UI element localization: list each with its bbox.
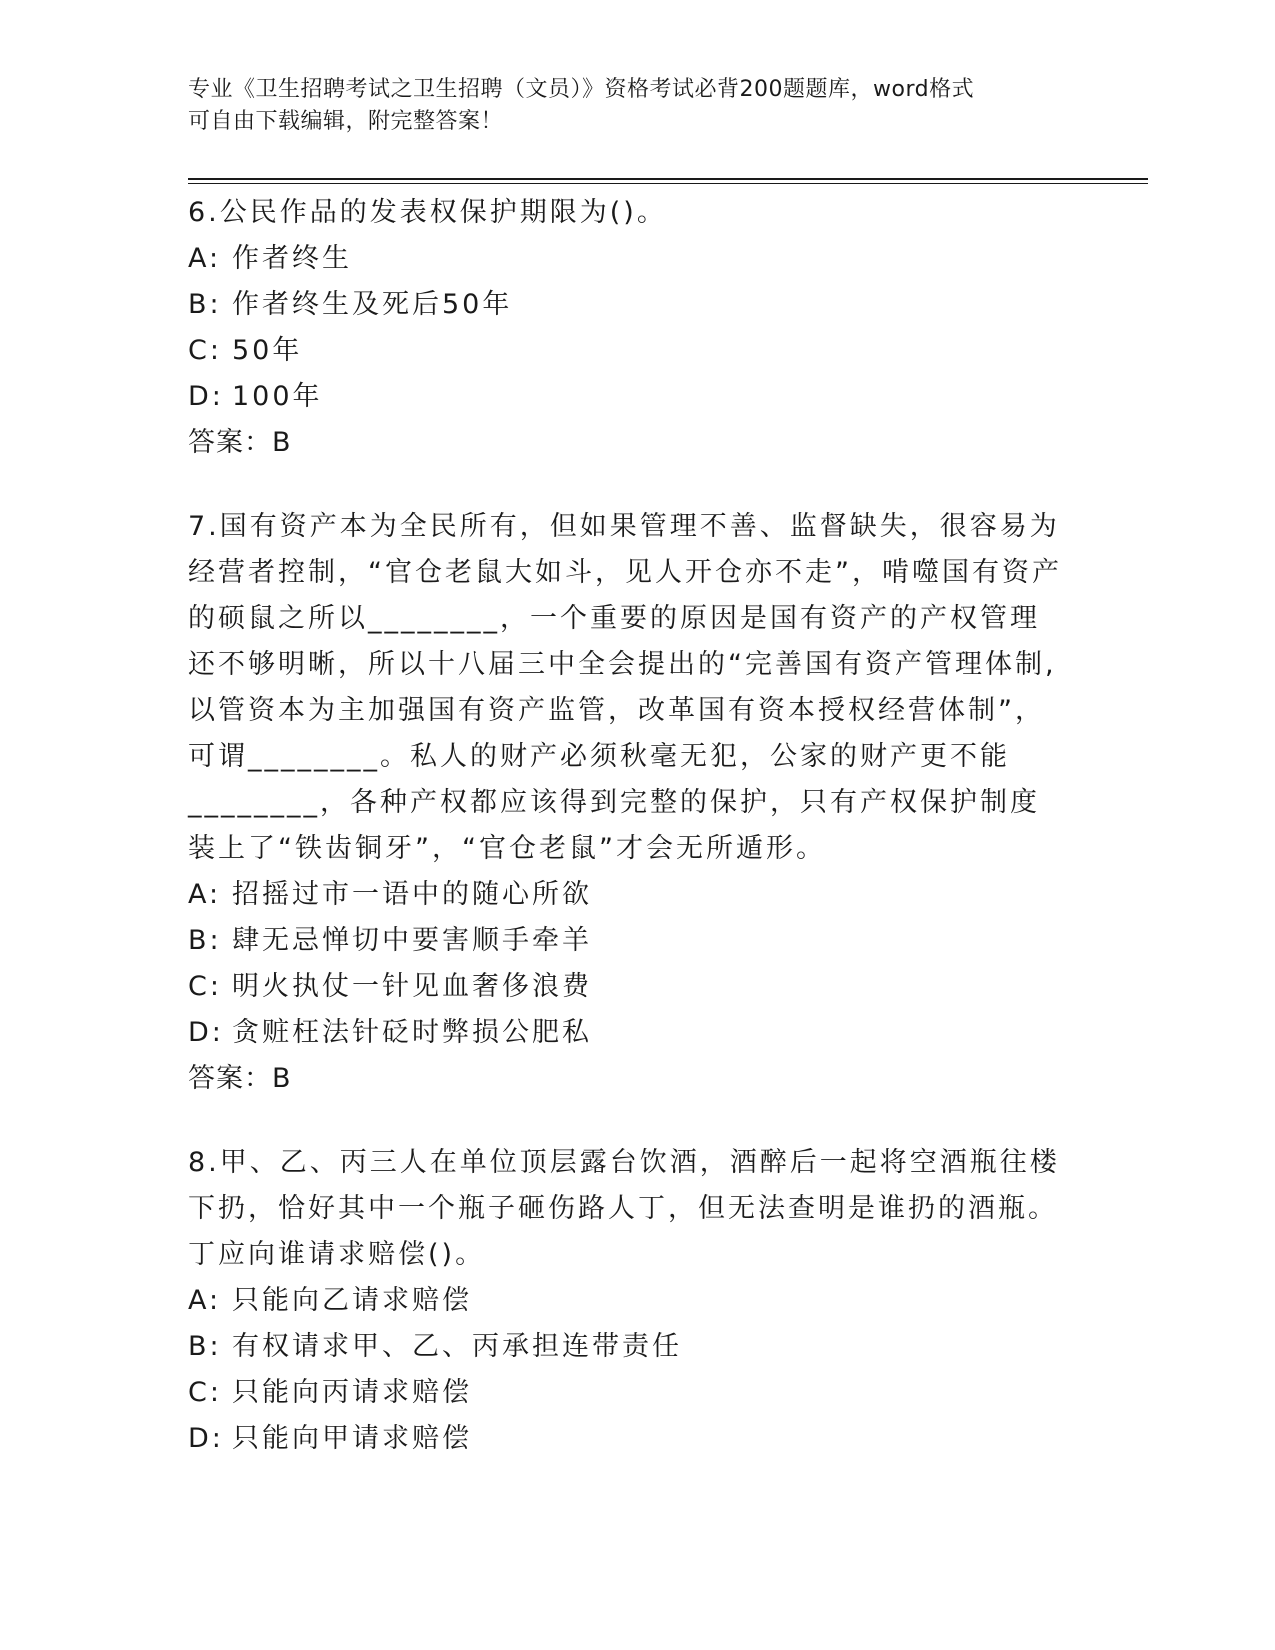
header-divider-thin — [188, 183, 1148, 184]
option-d — [188, 1416, 1068, 1462]
question-6 — [188, 190, 1068, 466]
option-key: B: — [188, 289, 222, 320]
question-stem: 8.甲、乙、丙三人在单位顶层露台饮酒，酒醉后一起将空酒瓶往楼下扔，恰好其中一个瓶子砸伤路人丁，但无法查明是谁扔的酒瓶。丁应向谁请求赔偿()。 — [188, 1147, 1060, 1270]
option-text: 有权请求甲、乙、丙承担连带责任 — [232, 1331, 682, 1362]
option-text: 作者终生 — [232, 243, 352, 274]
option-text: 只能向乙请求赔偿 — [232, 1285, 472, 1316]
option-key: A: — [188, 243, 222, 274]
header-divider-thick — [188, 178, 1148, 180]
option-a — [188, 872, 1068, 918]
option-b — [188, 282, 1068, 328]
option-key: B: — [188, 925, 222, 956]
option-c — [188, 1370, 1068, 1416]
question-stem: 6.公民作品的发表权保护期限为()。 — [188, 197, 667, 228]
option-text: 50年 — [232, 335, 303, 366]
header-line-1: 专业《卫生招聘考试之卫生招聘（文员）》资格考试必背200题题库，word格式 — [188, 77, 975, 102]
option-key: B: — [188, 1331, 222, 1362]
option-text: 明火执仗一针见血奢侈浪费 — [232, 971, 592, 1002]
option-text: 只能向甲请求赔偿 — [232, 1423, 472, 1454]
option-d — [188, 374, 1068, 420]
option-text: 作者终生及死后50年 — [232, 289, 513, 320]
question-stem: 7.国有资产本为全民所有，但如果管理不善、监督缺失，很容易为经营者控制，“官仓老鼠大如斗，见人开仓亦不走”，啃噬国有资产的硕鼠之所以________，一个重要的原因是国有资产的产权管理还不够明晰，所以十八届三中全会提出的“完善国有资产管理体制,以管资本为主加强国有资产监管，改革国有资本授权经营体制”，可谓________。私人的财产必须秋毫无犯，公家的财产更不能________，各种产权都应该得到完整的保护，只有产权保护制度装上了“铁齿铜牙”，“官仓老鼠”才会无所遁形。 — [188, 511, 1062, 864]
option-key: C: — [188, 1377, 222, 1408]
option-key: D: — [188, 1423, 224, 1454]
option-a — [188, 1278, 1068, 1324]
option-a — [188, 236, 1068, 282]
option-d — [188, 1010, 1068, 1056]
answer-label: 答案：B — [188, 1063, 292, 1094]
question-list — [188, 190, 1068, 1500]
option-c — [188, 328, 1068, 374]
option-text: 肆无忌惮切中要害顺手牵羊 — [232, 925, 592, 956]
option-b — [188, 918, 1068, 964]
option-text: 招摇过市一语中的随心所欲 — [232, 879, 592, 910]
option-text: 100年 — [232, 381, 323, 412]
answer-label: 答案：B — [188, 427, 292, 458]
document-header — [188, 74, 1088, 138]
option-b — [188, 1324, 1068, 1370]
option-key: A: — [188, 1285, 222, 1316]
option-c — [188, 964, 1068, 1010]
header-line-2: 可自由下载编辑，附完整答案！ — [188, 109, 504, 134]
question-7 — [188, 504, 1068, 1102]
option-key: D: — [188, 1017, 224, 1048]
option-text: 贪赃枉法针砭时弊损公肥私 — [232, 1017, 592, 1048]
option-text: 只能向丙请求赔偿 — [232, 1377, 472, 1408]
option-key: C: — [188, 335, 222, 366]
option-key: C: — [188, 971, 222, 1002]
option-key: A: — [188, 879, 222, 910]
option-key: D: — [188, 381, 224, 412]
question-8 — [188, 1140, 1068, 1462]
